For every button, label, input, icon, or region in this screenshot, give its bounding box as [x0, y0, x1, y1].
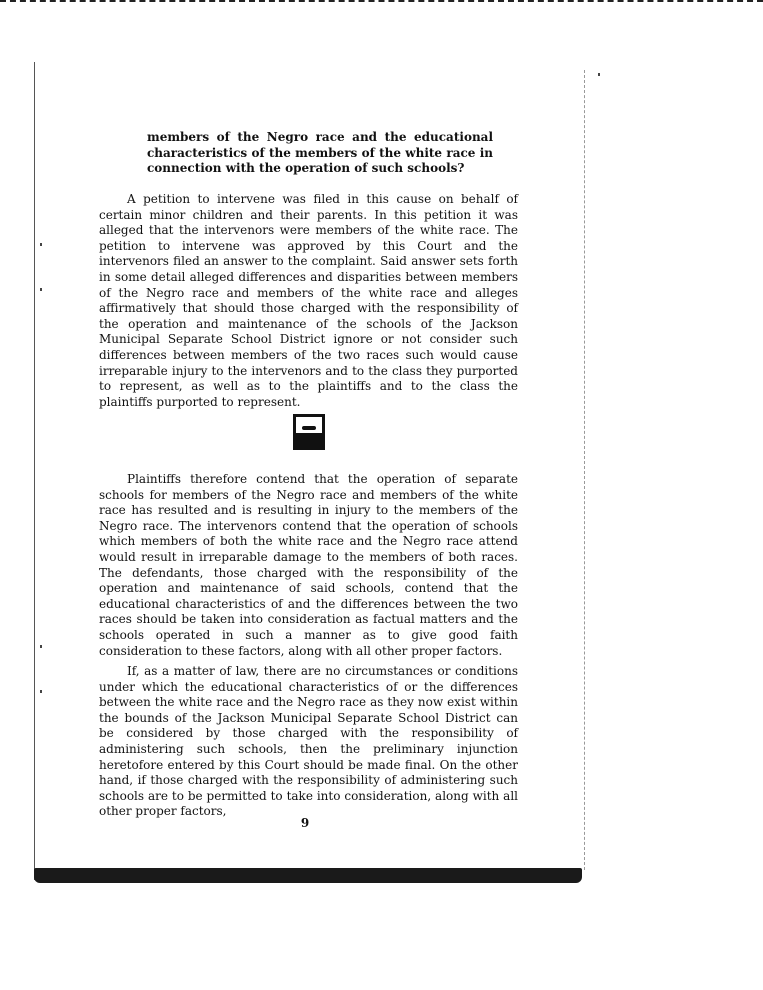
ornament-frame — [296, 417, 322, 433]
paragraph-contentions: Plaintiffs therefore contend that the operation of separate schools for members of the Negro race and members of the white race has resulted and is resulting in injury to the members of the Negro race. The intervenors contend that the operation of schools which members of both the white race and the Negro race attend would result in irreparable damage to the members of both races. The defendants, those charged with the responsibility of the operation and maintenance of said schools, contend that the educational characteristics of and the differences between the two races should be taken into consideration as factual matters and the schools operated in such a manner as to give good faith consideration to these factors, along with all other proper factors. — [99, 472, 518, 658]
bottom-bar — [34, 868, 582, 883]
paragraph-matter-of-law: If, as a matter of law, there are no circumstances or conditions under which the educational characteristics of or the differences between the white race and the Negro race as they now exist within the bounds of the Jackson Municipal Separate School District can be considered by those charged with the responsibility of administering such schools, then the preliminary injunction heretofore entered by this Court should be made final. On the other hand, if those charged with the responsibility of administering such schools are to be permitted to take into consideration, along with all other proper factors, — [99, 664, 518, 819]
scan-speck — [598, 73, 600, 76]
right-margin-rule — [584, 70, 586, 870]
question-continuation: members of the Negro race and the educational characteristics of the members of the white race in connection with the operation of such schools? — [147, 130, 493, 176]
paragraph-petition: A petition to intervene was filed in this cause on behalf of certain minor children and their parents. In this petition it was alleged that the intervenors were members of the white race. The petition to intervene was approved by this Court and the intervenors filed an answer to the complaint. Said answer sets forth in some detail alleged differences and disparities between members of the Negro race and members of the white race and alleges affirmatively that should those charged with the responsibility of the operation and maintenance of the schools of the Jackson Municipal Separate School District ignore or not consider such differences between members of the two races such would cause irreparable injury to the intervenors and to the class they purported to represent, as well as to the plaintiffs and to the class the plaintiffs purported to represent. — [99, 192, 518, 409]
scan-speck — [40, 645, 42, 648]
scan-speck — [40, 243, 42, 246]
printer-ornament-icon — [293, 414, 325, 450]
page-number: 9 — [300, 816, 310, 830]
page-top-edge — [0, 0, 763, 6]
scan-speck — [40, 288, 42, 291]
left-margin-rule — [34, 62, 35, 880]
scan-speck — [40, 690, 42, 693]
ornament-mark — [302, 426, 316, 430]
